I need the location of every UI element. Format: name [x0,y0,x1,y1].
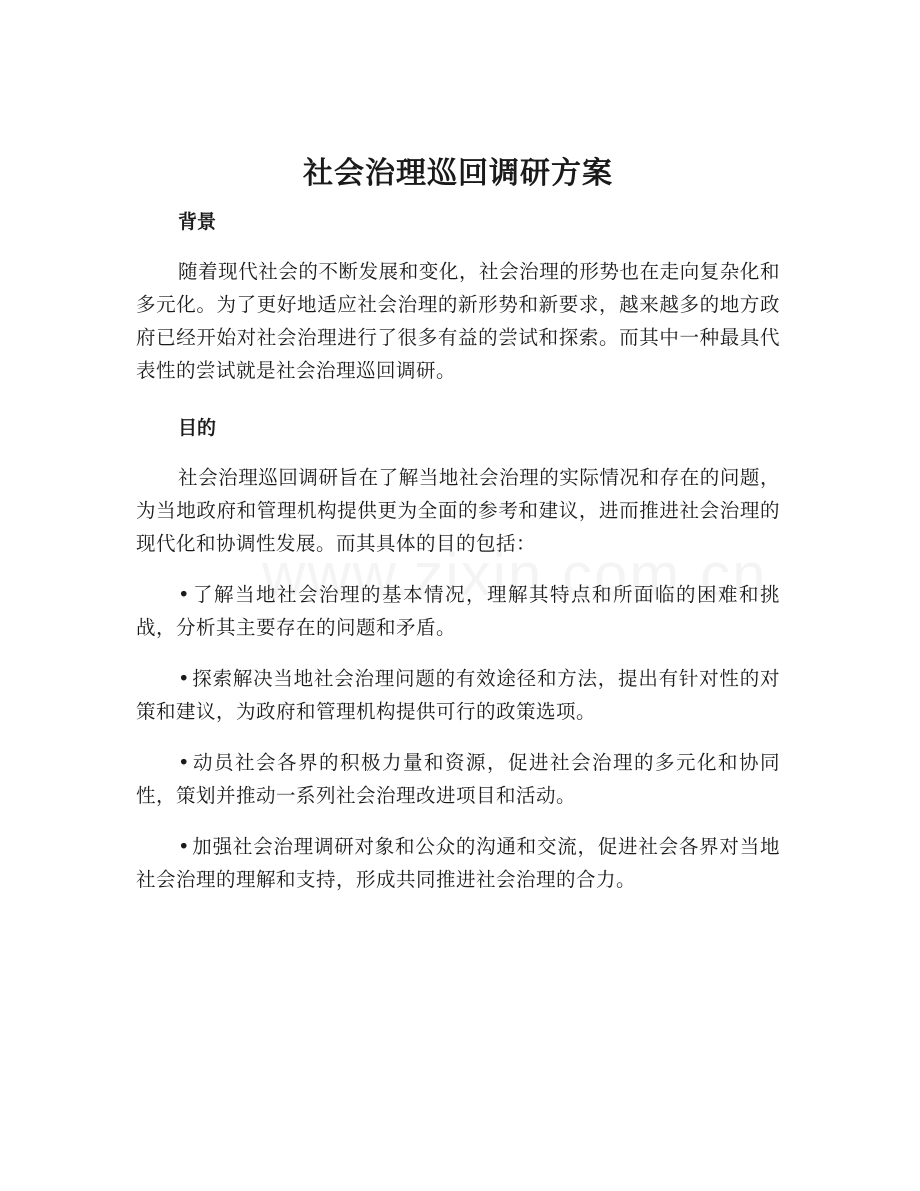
bullet-icon: • [178,583,191,606]
bullet-text: 动员社会各界的积极力量和资源，促进社会治理的多元化和协同性，策划并推动一系列社会治理改进项目和活动。 [136,751,780,807]
background-paragraph: 随着现代社会的不断发展和变化，社会治理的形势也在走向复杂化和多元化。为了更好地适应社会治理的新形势和新要求，越来越多的地方政府已经开始对社会治理进行了很多有益的尝试和探索。而其中一种最具代表性的尝试就是社会治理巡回调研。 [136,260,780,382]
bullet-item [136,578,780,644]
section-heading-background: 背景 [178,211,217,233]
document-content [136,152,780,896]
bullet-item [136,830,780,896]
bullet-icon: • [178,751,191,774]
bullet-icon: • [178,667,191,690]
bullet-text: 了解当地社会治理的基本情况，理解其特点和所面临的困难和挑战，分析其主要存在的问题和矛盾。 [136,583,780,639]
bullet-text: 探索解决当地社会治理问题的有效途径和方法，提出有针对性的对策和建议，为政府和管理机构提供可行的政策选项。 [136,667,780,723]
section-heading-purpose: 目的 [178,417,217,439]
purpose-paragraph: 社会治理巡回调研旨在了解当地社会治理的实际情况和存在的问题，为当地政府和管理机构提供更为全面的参考和建议，进而推进社会治理的现代化和协调性发展。而其具体的目的包括： [136,466,780,555]
bullet-text: 加强社会治理调研对象和公众的沟通和交流，促进社会各界对当地社会治理的理解和支持，形成共同推进社会治理的合力。 [136,835,780,891]
document-title: 社会治理巡回调研方案 [303,156,613,191]
bullet-item [136,662,780,728]
bullet-item [136,746,780,812]
bullet-icon: • [178,835,191,858]
